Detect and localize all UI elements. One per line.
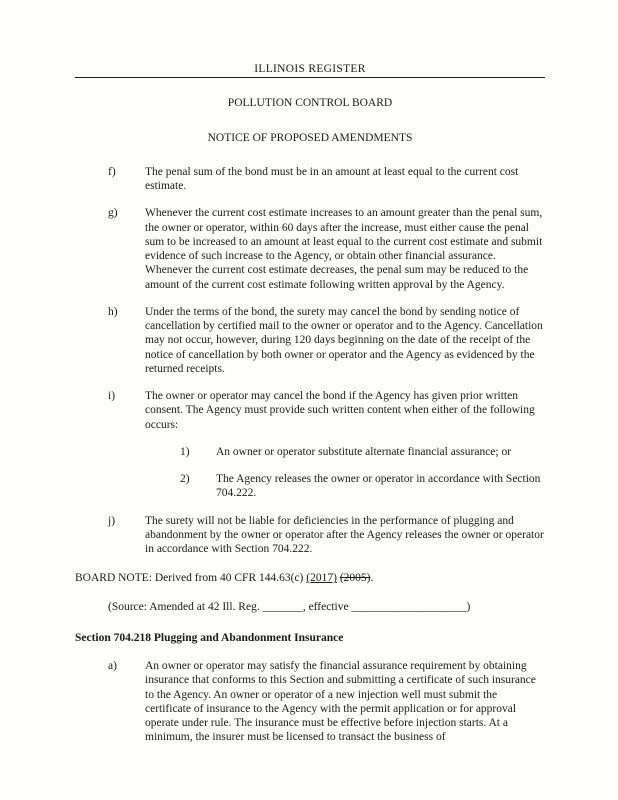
outline-item-label: g)	[108, 207, 118, 220]
outline-item-body	[145, 389, 545, 501]
source-close: )	[466, 600, 471, 613]
outline-item-text: Under the terms of the bond, the surety may cancel the bond by sending notice of cancellation by certified mail to the owner or operator and to the Agency. Cancellation may not occur, however, during 120 days beginning on the date of the receipt of the notice of cancellation by both owner or operator and the Agency as evidenced by the returned receipts.	[145, 305, 543, 375]
outline-item-g	[75, 206, 545, 292]
board-note-lead: BOARD NOTE: Derived from 40 CFR 144.63(c)	[75, 572, 307, 585]
outline-item-text: The owner or operator may cancel the bond if the Agency has given prior written consent. The Agency must provide such written content when either of the following occurs:	[145, 390, 535, 431]
outline-item-label: a)	[108, 660, 117, 672]
outline-item-text: Whenever the current cost estimate increases to an amount greater than the penal sum, the owner or operator, within 60 days after the increase, must either cause the penal sum to be increased to an amount at least equal to the current cost estimate and submit evidence of such increase to the Agency, or obtain other financial assurance. Whenever the current cost estimate decreases, the penal sum may be reduced to the amount of the current cost estimate following written approval by the Agency.	[145, 207, 543, 291]
outline-item-h	[75, 305, 545, 376]
outline-item-text: The surety will not be liable for deficiencies in the performance of plugging and abandonment by the owner or operator after the Agency releases the owner or operator in accordance with Section 704.222.	[145, 514, 544, 555]
outline-subitem-2	[145, 472, 545, 501]
outline-item-label: i)	[108, 390, 116, 402]
outline-subitem-label: 2)	[180, 473, 190, 485]
outline-subitem-text: An owner or operator substitute alternate financial assurance; or	[216, 445, 512, 458]
board-note-tail: .	[370, 572, 374, 585]
outline-subitem-1	[145, 445, 545, 459]
outline-item-i	[75, 389, 545, 501]
notice-title: NOTICE OF PROPOSED AMENDMENTS	[207, 131, 413, 144]
source-mid: , effective	[302, 600, 352, 613]
outline-item-text: An owner or operator may satisfy the financial assurance requirement by obtaining insurance that conforms to this Section and submitting a certificate of such insurance to the Agency. An owner or operator of a new injection well must submit the certificate of insurance to the Agency with the permit application or for approval operate under rule. The insurance must be effective before injection starts. At a minimum, the insurer must be licensed to transact the business of	[145, 660, 536, 744]
board-note	[75, 571, 545, 585]
outline-item-label: h)	[108, 305, 118, 318]
outline-item-f	[75, 165, 545, 194]
header-rule	[75, 62, 545, 78]
source-open: (Source: Amended at 42 Ill. Reg.	[108, 600, 263, 613]
outline-item-label: f)	[108, 165, 116, 178]
board-title: POLLUTION CONTROL BOARD	[227, 97, 393, 110]
source-line	[108, 600, 545, 614]
section-heading: Section 704.218 Plugging and Abandonment Insurance	[75, 631, 344, 644]
board-note-inserted-text: (2017)	[306, 572, 337, 585]
section-item-a	[75, 659, 545, 745]
outline-item-j	[75, 514, 545, 557]
source-blank-register: _______	[262, 600, 303, 613]
outline-subitem-text: The Agency releases the owner or operator in accordance with Section 704.222.	[216, 473, 541, 500]
register-title: ILLINOIS REGISTER	[254, 63, 366, 75]
board-note-deleted-text: (2005)	[339, 572, 371, 585]
outline-item-label: j)	[108, 514, 116, 527]
source-blank-effective: ____________________	[351, 600, 467, 613]
outline-subitem-label: 1)	[180, 445, 190, 458]
outline-item-text: The penal sum of the bond must be in an amount at least equal to the current cost estimate.	[145, 165, 519, 192]
